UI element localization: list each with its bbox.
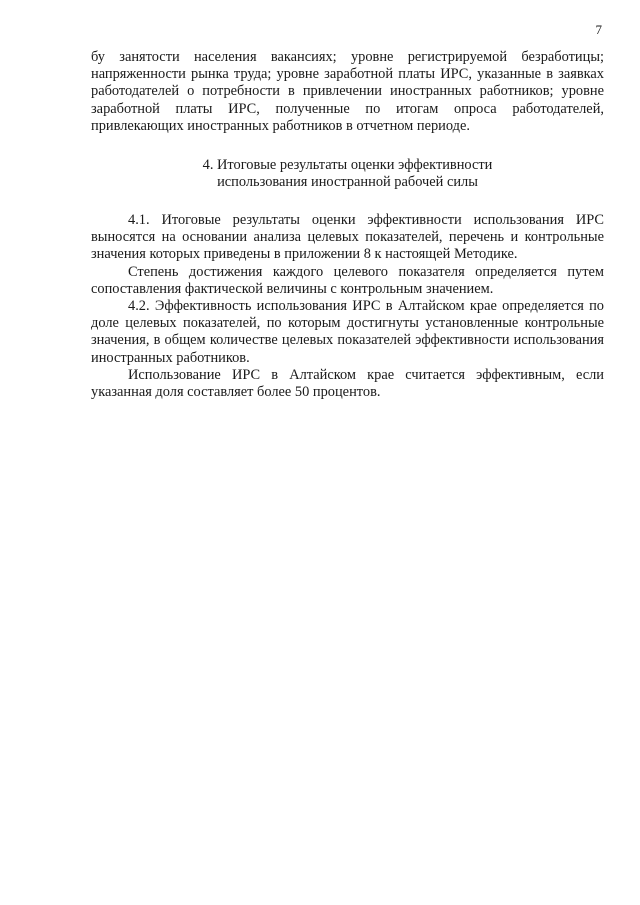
section-heading-line1: 4. Итоговые результаты оценки эффективности [202,157,493,174]
paragraph-4-1: 4.1. Итоговые результаты оценки эффективности использования ИРС выносятся на основании анализа целевых показателей, перечень и контрольные значения которых приведены в приложении 8 к настоящей Методике. [91,212,604,263]
section-heading-line2: использования иностранной рабочей силы [217,173,478,190]
paragraph-4-2: 4.2. Эффективность использования ИРС в Алтайском крае определяется по доле целевых показателей, по которым достигнуты установленные контрольные значения, в общем количестве целевых показателей эффективности использования иностранных работников. [91,298,604,366]
paragraph-effectiveness-criterion: Использование ИРС в Алтайском крае считается эффективным, если указанная доля составляет более 50 процентов. [91,366,604,401]
paragraph-achievement-degree: Степень достижения каждого целевого показателя определяется путем сопоставления фактической величины с контрольным значением. [91,263,604,297]
section-heading [91,157,604,190]
page-number: 7 [595,22,602,37]
document-body [91,49,604,401]
intro-paragraph: бу занятости населения вакансиях; уровне регистрируемой безработицы; напряженности рынка труда; уровне заработной платы ИРС, указанные в заявках работодателей о потребности в привлечении иностранных работников; уровне заработной платы ИРС, полученные по итогам опроса работодателей, привлекающих иностранных работников в отчетном периоде. [91,49,604,134]
